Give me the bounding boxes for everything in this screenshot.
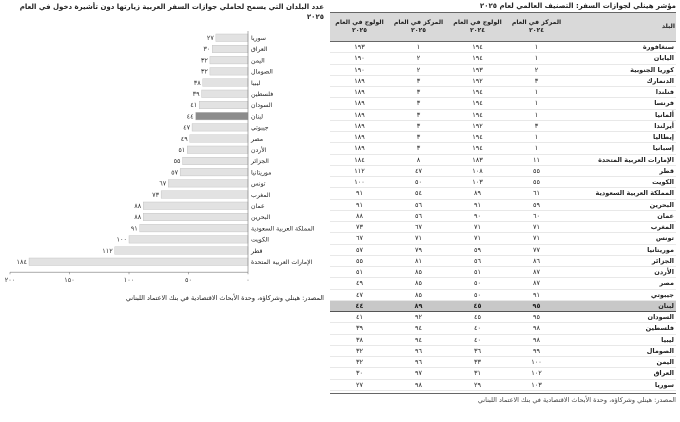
category-label: موريتانيا: [251, 169, 272, 177]
cell-value: ٧١: [507, 222, 566, 233]
cell-value: ٨٥: [389, 267, 448, 278]
bar: [180, 168, 248, 176]
x-tick-label: ٢٠٠: [4, 276, 16, 285]
cell-value: ٧٣: [330, 222, 389, 233]
table-row: [330, 278, 676, 289]
cell-value: ١٩٤: [448, 42, 507, 53]
cell-country: اليمن: [566, 357, 676, 368]
cell-value: ٣٢: [330, 357, 389, 368]
cell-country: إيطاليا: [566, 132, 676, 143]
table-row: [330, 357, 676, 368]
table-row: [330, 132, 676, 143]
table-row: [330, 334, 676, 345]
table-row: [330, 300, 676, 311]
cell-value: ٥٦: [448, 255, 507, 266]
table-row: [330, 210, 676, 221]
table-row: [330, 75, 676, 86]
cell-value: ٢٧: [330, 379, 389, 390]
cell-value: ٥٩: [507, 199, 566, 210]
category-label: الأردن: [251, 147, 267, 154]
cell-value: ٥٦: [389, 199, 448, 210]
cell-value: ٥٤: [389, 188, 448, 199]
cell-value: ١٨٩: [330, 109, 389, 120]
bar-value-label: ٨٨: [134, 202, 142, 210]
cell-value: ٥٥: [330, 255, 389, 266]
cell-value: ٣: [507, 120, 566, 131]
table-row: [330, 143, 676, 154]
cell-value: ٩٩: [507, 345, 566, 356]
cell-value: ٩٢: [389, 312, 448, 323]
category-label: السودان: [251, 102, 273, 110]
cell-value: ٧٩: [389, 244, 448, 255]
bar: [196, 112, 248, 120]
table-row: [330, 289, 676, 300]
table-row: [330, 64, 676, 75]
bar-value-label: ٤٧: [183, 123, 191, 132]
cell-value: ٨٧: [507, 267, 566, 278]
cell-value: ٧١: [507, 233, 566, 244]
table-row: [330, 222, 676, 233]
cell-value: ٩٥: [507, 312, 566, 323]
bar-value-label: ١٠٠: [116, 235, 127, 244]
cell-value: ٨٩: [448, 188, 507, 199]
cell-country: الأردن: [566, 267, 676, 278]
cell-value: ٦١: [507, 188, 566, 199]
cell-value: ٢: [389, 53, 448, 64]
x-tick-label: ٠: [246, 276, 250, 285]
cell-value: ٥٧: [330, 244, 389, 255]
passport-index-table-panel: [330, 2, 676, 404]
bar-value-label: ٣٠: [203, 45, 211, 54]
bar: [203, 79, 248, 87]
cell-country: عمان: [566, 210, 676, 221]
bar-value-label: ٤٤: [186, 112, 194, 121]
cell-value: ١: [507, 42, 566, 53]
cell-value: ١٨٩: [330, 98, 389, 109]
category-label: تونس: [251, 180, 266, 188]
table-row: [330, 323, 676, 334]
table-header-row: [330, 13, 676, 42]
cell-value: ٣: [389, 143, 448, 154]
cell-value: ٥٥: [507, 165, 566, 176]
cell-value: ٩١: [448, 199, 507, 210]
bar-value-label: ٤٩: [180, 134, 188, 143]
cell-country: لبنان: [566, 300, 676, 311]
cell-value: ١: [507, 87, 566, 98]
cell-country: أيرلندا: [566, 120, 676, 131]
cell-value: ١٩٠: [330, 53, 389, 64]
cell-value: ٨٥: [389, 278, 448, 289]
cell-country: قطر: [566, 165, 676, 176]
cell-value: ٣: [389, 87, 448, 98]
cell-country: إسبانيا: [566, 143, 676, 154]
bar-value-label: ٣٩: [192, 90, 200, 98]
category-label: الصومال: [251, 68, 273, 76]
cell-value: ١٨٩: [330, 143, 389, 154]
cell-country: فلسطين: [566, 323, 676, 334]
cell-value: ٤٥: [448, 312, 507, 323]
cell-value: ١٩٤: [448, 87, 507, 98]
cell-country: فرنسا: [566, 98, 676, 109]
cell-value: ٣: [389, 109, 448, 120]
cell-value: ١٨٩: [330, 87, 389, 98]
bar: [187, 146, 248, 154]
cell-value: ١٨٩: [330, 75, 389, 86]
table-row: [330, 379, 676, 390]
chart-title: عدد البلدان التي يسمح لحاملي جوازات السفر العربية زيارتها دون تأشيرة دخول في العام ٢٠٢٥: [19, 3, 324, 21]
cell-value: ١٠٣: [448, 177, 507, 188]
cell-value: ١: [507, 98, 566, 109]
cell-value: ١٨٤: [330, 154, 389, 165]
bar-value-label: ٣٢: [200, 56, 208, 65]
category-label: الكويت: [251, 236, 270, 244]
cell-country: الإمارات العربية المتحدة: [566, 154, 676, 165]
cell-value: ٤٧: [389, 165, 448, 176]
bar: [143, 213, 248, 221]
bar: [129, 236, 248, 244]
cell-value: ٩٤: [389, 334, 448, 345]
cell-value: ١١٢: [330, 165, 389, 176]
cell-value: ١٨٣: [448, 154, 507, 165]
bar: [183, 157, 248, 165]
table-row: [330, 120, 676, 131]
cell-country: الكويت: [566, 177, 676, 188]
chart-source: المصدر: هينلي وشركاؤه، وحدة الأبحاث الاقتصادية في بنك الاعتماد اللبناني: [125, 294, 324, 302]
cell-value: ٥١: [448, 267, 507, 278]
table-row: [330, 312, 676, 323]
bar-value-label: ٣٨: [193, 78, 201, 87]
cell-country: تونس: [566, 233, 676, 244]
cell-value: ٣: [389, 98, 448, 109]
cell-value: ٣٦: [448, 345, 507, 356]
bar: [140, 224, 248, 232]
cell-value: ٧١: [448, 222, 507, 233]
cell-value: ٤١: [330, 312, 389, 323]
bar: [216, 34, 248, 42]
cell-value: ٣٩: [330, 323, 389, 334]
table-row: [330, 87, 676, 98]
table-row: [330, 233, 676, 244]
bar-value-label: ٥١: [178, 146, 186, 154]
column-header-country: البلد: [566, 13, 676, 42]
bar: [29, 258, 248, 266]
cell-value: ٩٦: [389, 357, 448, 368]
cell-value: ١٩٤: [448, 109, 507, 120]
bar-value-label: ١٨٤: [16, 258, 28, 266]
cell-value: ٣٣: [448, 357, 507, 368]
cell-value: ١٨٩: [330, 132, 389, 143]
cell-value: ٥٥: [507, 177, 566, 188]
cell-value: ١٩٤: [448, 132, 507, 143]
cell-value: ٩١: [507, 289, 566, 300]
category-label: المملكة العربية السعودية: [251, 225, 315, 233]
x-tick-label: ١٥٠: [64, 276, 75, 285]
cell-value: ٩٠: [448, 210, 507, 221]
table-body: [330, 42, 676, 391]
cell-value: ٨١: [389, 255, 448, 266]
cell-value: ٨: [389, 154, 448, 165]
cell-value: ٨٧: [507, 278, 566, 289]
category-label: المغرب: [251, 191, 271, 199]
passport-index-table: [330, 13, 676, 391]
cell-value: ٣: [389, 75, 448, 86]
table-row: [330, 98, 676, 109]
cell-value: ٨٩: [389, 300, 448, 311]
bar-chart: [0, 24, 330, 290]
cell-country: جيبوتي: [566, 289, 676, 300]
bar-value-label: ٥٥: [173, 157, 181, 166]
table-row: [330, 199, 676, 210]
bar: [143, 202, 248, 210]
cell-country: البحرين: [566, 199, 676, 210]
cell-value: ١١: [507, 154, 566, 165]
cell-value: ٢: [507, 64, 566, 75]
cell-value: ١٩٤: [448, 53, 507, 64]
cell-value: ٧١: [389, 233, 448, 244]
bar-value-label: ٤١: [190, 101, 198, 110]
cell-value: ١: [507, 109, 566, 120]
bar-value-label: ١١٢: [102, 246, 113, 255]
category-label: قطر: [251, 247, 263, 255]
cell-country: اليابان: [566, 53, 676, 64]
bar: [192, 124, 248, 132]
bar: [168, 180, 248, 188]
column-header-2: الولوج في العام ٢٠٢٤: [448, 13, 507, 42]
bar-value-label: ٧٣: [152, 190, 160, 199]
cell-value: ٩٥: [507, 300, 566, 311]
category-label: فلسطين: [251, 91, 274, 98]
cell-value: ٥٠: [448, 289, 507, 300]
cell-value: ١: [507, 143, 566, 154]
bar-value-label: ٦٧: [159, 179, 167, 188]
table-row: [330, 368, 676, 379]
cell-value: ٩٧: [389, 368, 448, 379]
bar-value-label: ٩١: [130, 224, 138, 233]
cell-value: ٢٩: [448, 379, 507, 390]
category-label: جيبوتي: [251, 124, 269, 132]
cell-value: ٤٠: [448, 334, 507, 345]
cell-value: ٥٠: [389, 177, 448, 188]
bar-value-label: ٨٨: [134, 213, 142, 222]
cell-value: ٩١: [330, 199, 389, 210]
bar: [190, 135, 248, 143]
table-row: [330, 244, 676, 255]
bar: [212, 45, 248, 53]
column-header-1: المركز في العام ٢٠٢٤: [507, 13, 566, 42]
cell-country: الصومال: [566, 345, 676, 356]
cell-value: ٨٦: [507, 255, 566, 266]
cell-value: ١: [507, 53, 566, 64]
cell-country: العراق: [566, 368, 676, 379]
cell-value: ٩٤: [389, 323, 448, 334]
bar: [210, 56, 248, 64]
cell-value: ١٩٣: [330, 42, 389, 53]
cell-value: ١٩٢: [448, 120, 507, 131]
cell-value: ١٩٤: [448, 143, 507, 154]
cell-value: ١٨٩: [330, 120, 389, 131]
cell-value: ١٩٢: [448, 75, 507, 86]
table-row: [330, 53, 676, 64]
cell-value: ٩٦: [389, 345, 448, 356]
cell-value: ٩٨: [507, 334, 566, 345]
category-label: البحرين: [251, 214, 271, 222]
bar-value-label: ٢٧: [206, 34, 214, 42]
cell-value: ٥٦: [389, 210, 448, 221]
cell-value: ٧٧: [507, 244, 566, 255]
cell-value: ١٩٠: [330, 64, 389, 75]
bar-value-label: ٣٢: [200, 67, 208, 76]
cell-value: ٥٠: [448, 278, 507, 289]
table-row: [330, 345, 676, 356]
cell-value: ١٠٢: [507, 368, 566, 379]
cell-country: ليبيا: [566, 334, 676, 345]
cell-value: ١: [507, 132, 566, 143]
cell-value: ١٠٣: [507, 379, 566, 390]
cell-country: كوريا الجنوبية: [566, 64, 676, 75]
category-label: مصر: [251, 135, 264, 143]
category-label: سوريا: [251, 35, 266, 42]
table-source: المصدر: هينلي وشركاؤه، وحدة الأبحاث الاقتصادية في بنك الاعتماد اللبناني: [330, 393, 676, 404]
category-label: اليمن: [251, 57, 265, 65]
cell-value: ١: [389, 42, 448, 53]
x-tick-label: ٥٠: [185, 276, 192, 285]
cell-value: ٣٢: [330, 345, 389, 356]
cell-country: السودان: [566, 312, 676, 323]
cell-value: ٦٧: [330, 233, 389, 244]
cell-value: ٤٧: [330, 289, 389, 300]
cell-value: ٤٥: [448, 300, 507, 311]
table-row: [330, 177, 676, 188]
bar: [210, 68, 248, 76]
bar: [199, 101, 248, 109]
cell-value: ٧١: [448, 233, 507, 244]
cell-country: سنغافورة: [566, 42, 676, 53]
cell-value: ١٩٣: [448, 64, 507, 75]
cell-value: ٨٥: [389, 289, 448, 300]
cell-value: ٣: [389, 132, 448, 143]
table-row: [330, 42, 676, 53]
cell-value: ٩٨: [389, 379, 448, 390]
cell-country: موريتانيا: [566, 244, 676, 255]
cell-value: ٤٩: [330, 278, 389, 289]
cell-value: ٣١: [448, 368, 507, 379]
cell-value: ٣٨: [330, 334, 389, 345]
table-row: [330, 109, 676, 120]
cell-value: ٤٤: [330, 300, 389, 311]
cell-value: ٦٧: [389, 222, 448, 233]
category-label: لبنان: [251, 113, 264, 121]
cell-value: ٣: [507, 75, 566, 86]
bar-value-label: ٥٧: [171, 168, 179, 177]
cell-country: مصر: [566, 278, 676, 289]
column-header-4: الولوج في العام ٢٠٢٥: [330, 13, 389, 42]
cell-value: ٨٨: [330, 210, 389, 221]
table-row: [330, 188, 676, 199]
bar: [115, 247, 248, 255]
table-row: [330, 154, 676, 165]
bar: [161, 191, 248, 199]
cell-value: ٥٩: [448, 244, 507, 255]
cell-value: ٣: [389, 120, 448, 131]
cell-country: المغرب: [566, 222, 676, 233]
table-row: [330, 267, 676, 278]
bar: [202, 90, 248, 98]
cell-value: ١٩٤: [448, 98, 507, 109]
cell-country: الجزائر: [566, 255, 676, 266]
cell-value: ١٠٠: [330, 177, 389, 188]
cell-value: ٤٠: [448, 323, 507, 334]
table-row: [330, 255, 676, 266]
category-label: الإمارات العربية المتحدة: [251, 259, 313, 266]
cell-country: المملكة العربية السعودية: [566, 188, 676, 199]
category-label: الجزائر: [251, 158, 269, 166]
table-row: [330, 165, 676, 176]
cell-value: ٢: [389, 64, 448, 75]
cell-value: ٥١: [330, 267, 389, 278]
category-label: عمان: [251, 203, 265, 210]
cell-value: ٣٠: [330, 368, 389, 379]
category-label: العراق: [251, 46, 268, 54]
cell-country: سوريا: [566, 379, 676, 390]
x-tick-label: ١٠٠: [123, 276, 135, 285]
column-header-3: المركز في العام ٢٠٢٥: [389, 13, 448, 42]
cell-country: فنلندا: [566, 87, 676, 98]
cell-value: ٩٨: [507, 323, 566, 334]
cell-country: ألمانيا: [566, 109, 676, 120]
cell-value: ١٠٠: [507, 357, 566, 368]
cell-country: الدنمارك: [566, 75, 676, 86]
cell-value: ٦٠: [507, 210, 566, 221]
category-label: ليبيا: [251, 79, 261, 87]
cell-value: ١٠٨: [448, 165, 507, 176]
cell-value: ٩١: [330, 188, 389, 199]
table-title: مؤشر هينلي لجوازات السفر: التصنيف العالمي لعام ٢٠٢٥: [330, 2, 676, 13]
